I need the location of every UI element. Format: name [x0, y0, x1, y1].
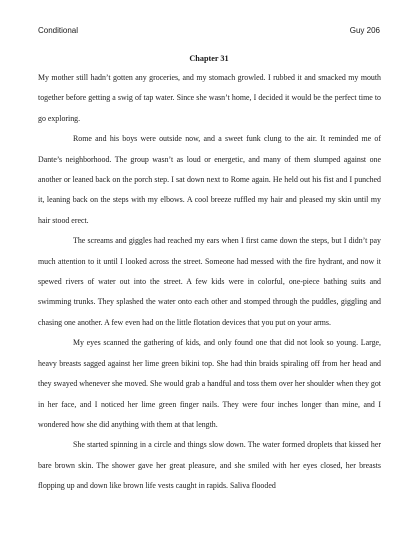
running-header — [38, 25, 380, 37]
paragraph: My mother still hadn’t gotten any groceries, and my stomach growled. I rubbed it and smacked my mouth together before getting a swig of tap water. Since she wasn’t home, I decided it would be the perfect time to go exploring. — [38, 73, 381, 123]
paragraph: The screams and giggles had reached my ears when I first came down the steps, but I didn’t pay much attention to it until I looked across the street. Someone had messed with the fire hydrant, and now it spewed rivers of water out into the street. A few kids were in colorful, one-piece bathing suits and swimming trunks. They splashed the water onto each other and stomped through the puddles, giggling and chasing one another. A few even had on the little flotation devices that you put on your arms. — [38, 236, 381, 327]
paragraph: Rome and his boys were outside now, and a sweet funk clung to the air. It reminded me of Dante’s neighborhood. The group wasn’t as loud or energetic, and many of them slumped against one another or leaned back on the porch step. I sat down next to Rome again. He held out his fist and I punched it, leaning back on the steps with my elbows. A cool breeze ruffled my hair and pleased my skin until my hair stood erect. — [38, 134, 381, 225]
paragraph: She started spinning in a circle and things slow down. The water formed droplets that kissed her bare brown skin. The shower gave her great pleasure, and she smiled with her eyes closed, her breasts flopping up and down like brown life vests caught in rapids. Saliva flooded — [38, 440, 381, 491]
header-title: Conditional — [38, 26, 79, 35]
paragraph: My eyes scanned the gathering of kids, and only found one that did not look so young. Large, heavy breasts sagged against her lime green bikini top. She had thin braids spiraling off from her head and they swayed whenever she moved. She would grab a handful and toss them over her shoulder when they got in her face, and I noticed her lime green finger nails. They were four inches longer than mine, and I wondered how she did anything with them at that length. — [38, 338, 381, 429]
header-page-number: Guy 206 — [349, 26, 380, 35]
chapter-heading: Chapter 31 — [189, 54, 229, 63]
body-text — [38, 68, 381, 497]
